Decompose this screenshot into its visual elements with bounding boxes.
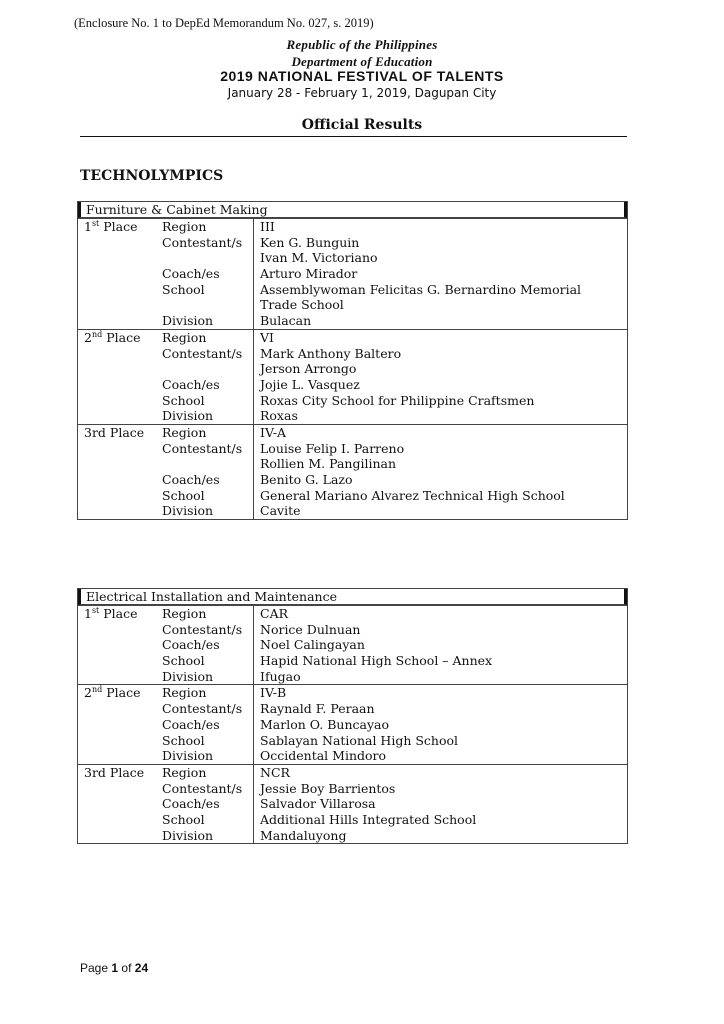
festival-title: 2019 NATIONAL FESTIVAL OF TALENTS [220, 68, 504, 84]
field-label-cell [158, 606, 254, 684]
place-block [78, 605, 627, 684]
field-label-cell [158, 765, 254, 843]
field-label: School [162, 811, 205, 827]
place-suffix: st [91, 218, 100, 228]
place-block [78, 218, 627, 329]
place-cell [78, 219, 158, 329]
field-value: Occidental Mindoro [260, 748, 387, 764]
place-word: Place [109, 764, 145, 780]
field-label: Division [162, 408, 214, 424]
field-label: Coach/es [162, 716, 220, 732]
place-label [84, 219, 158, 235]
field-value: Ifugao [260, 668, 301, 684]
field-value: Roxas [260, 408, 298, 424]
field-value: Jessie Boy Barrientos [260, 780, 396, 796]
field-value: General Mariano Alvarez Technical High School [260, 487, 565, 503]
field-label: Coach/es [162, 637, 220, 653]
field-label: School [162, 487, 205, 503]
value-cell [254, 425, 627, 519]
field-label-cell [158, 425, 254, 519]
place-suffix: nd [91, 329, 103, 339]
field-value: CAR [260, 606, 289, 621]
field-label: School [162, 392, 205, 408]
results-table [77, 201, 628, 520]
field-value: IV-A [260, 424, 287, 440]
field-label: Coach/es [162, 796, 220, 812]
field-label: Region [162, 764, 207, 780]
field-value: Ivan M. Victoriano [260, 250, 378, 266]
field-value: IV-B [260, 685, 287, 701]
table-title: Electrical Installation and Maintenance [78, 589, 627, 605]
field-label: Region [162, 685, 207, 701]
field-value: VI [260, 329, 274, 345]
place-label [84, 765, 158, 781]
field-value: Jerson Arrongo [260, 361, 357, 377]
table-title: Furniture & Cabinet Making [78, 202, 627, 218]
place-block [78, 764, 627, 843]
footer-of-word: of [121, 961, 132, 975]
field-value: Additional Hills Integrated School [260, 811, 477, 827]
footer-page-number: 1 [111, 961, 119, 975]
field-label: Contestant/s [162, 440, 243, 456]
value-cell [254, 606, 627, 684]
field-value: Arturo Mirador [260, 266, 358, 282]
field-value: Jojie L. Vasquez [260, 376, 360, 392]
field-label: Region [162, 424, 207, 440]
field-label: School [162, 653, 205, 669]
field-value: III [260, 219, 275, 234]
field-label-cell [158, 330, 254, 424]
field-value: Ken G. Bunguin [260, 234, 360, 250]
festival-dates: January 28 - February 1, 2019, Dagupan City [227, 86, 497, 100]
field-label: School [162, 281, 205, 297]
field-value: Hapid National High School – Annex [260, 653, 493, 669]
field-label: Division [162, 313, 214, 329]
field-label: Contestant/s [162, 234, 243, 250]
field-label [162, 361, 253, 377]
results-table [77, 588, 628, 844]
place-suffix: st [91, 605, 100, 615]
field-value: Cavite [260, 503, 301, 519]
place-word: Place [103, 606, 138, 621]
place-ordinal: 1 [84, 219, 92, 234]
place-label [84, 330, 158, 346]
official-results-title: Official Results [301, 117, 423, 133]
field-label: Contestant/s [162, 780, 243, 796]
value-cell [254, 765, 627, 843]
field-label: Division [162, 827, 214, 843]
place-label [84, 606, 158, 622]
field-value: Raynald F. Peraan [260, 701, 375, 717]
field-value: Marlon O. Buncayao [260, 716, 390, 732]
footer-page-total: 24 [134, 961, 149, 975]
field-value: Rollien M. Pangilinan [260, 456, 396, 472]
place-cell [78, 765, 158, 843]
field-value: Trade School [260, 297, 344, 313]
field-label [162, 456, 253, 472]
place-label [84, 685, 158, 701]
value-cell [254, 330, 627, 424]
field-value: Noel Calingayan [260, 637, 365, 653]
title-rule [80, 136, 627, 137]
place-ordinal: 3rd [84, 424, 106, 440]
field-label: Region [162, 219, 207, 234]
field-label: Coach/es [162, 376, 220, 392]
place-suffix: nd [91, 685, 103, 695]
department-heading: Department of Education [291, 54, 433, 69]
republic-heading: Republic of the Philippines [286, 37, 438, 52]
field-label: Contestant/s [162, 701, 243, 717]
field-value: NCR [260, 764, 290, 780]
value-cell [254, 219, 627, 329]
place-block [78, 684, 627, 763]
field-label: Contestant/s [162, 621, 243, 637]
place-word: Place [103, 219, 138, 234]
enclosure-note: (Enclosure No. 1 to DepEd Memorandum No. 027, s. 2019) [74, 16, 374, 30]
place-block [78, 424, 627, 519]
place-word: Place [109, 424, 145, 440]
place-cell [78, 606, 158, 684]
field-label: Region [162, 329, 207, 345]
field-value: Louise Felip I. Parreno [260, 440, 405, 456]
field-label: Coach/es [162, 266, 220, 282]
footer-page-word: Page [80, 961, 109, 975]
page-footer [80, 961, 148, 975]
field-label: School [162, 732, 205, 748]
place-ordinal: 1 [84, 606, 92, 621]
field-value: Sablayan National High School [260, 732, 459, 748]
field-value: Roxas City School for Philippine Craftsmen [260, 392, 535, 408]
field-label-cell [158, 219, 254, 329]
field-value: Benito G. Lazo [260, 472, 353, 487]
place-cell [78, 330, 158, 424]
field-label: Contestant/s [162, 345, 243, 361]
field-value: Mark Anthony Baltero [260, 345, 402, 361]
place-cell [78, 425, 158, 519]
field-value: Assemblywoman Felicitas G. Bernardino Memorial [260, 281, 582, 297]
field-value: Mandaluyong [260, 827, 347, 843]
field-label-cell [158, 685, 254, 763]
field-value: Norice Dulnuan [260, 621, 361, 637]
field-label: Region [162, 606, 207, 621]
field-label: Division [162, 748, 214, 764]
value-cell [254, 685, 627, 763]
place-block [78, 329, 627, 424]
place-cell [78, 685, 158, 763]
place-ordinal: 2 [84, 685, 92, 701]
place-ordinal: 3rd [84, 764, 106, 780]
section-title: TECHNOLYMPICS [80, 168, 224, 184]
field-value: Bulacan [260, 313, 312, 329]
place-label [84, 425, 158, 441]
field-value: Salvador Villarosa [260, 796, 376, 812]
place-ordinal: 2 [84, 329, 92, 345]
place-word: Place [106, 685, 141, 701]
field-label [162, 250, 253, 266]
field-label: Division [162, 668, 214, 684]
place-word: Place [106, 329, 141, 345]
field-label [162, 297, 253, 313]
field-label: Coach/es [162, 472, 220, 487]
field-label: Division [162, 503, 214, 519]
